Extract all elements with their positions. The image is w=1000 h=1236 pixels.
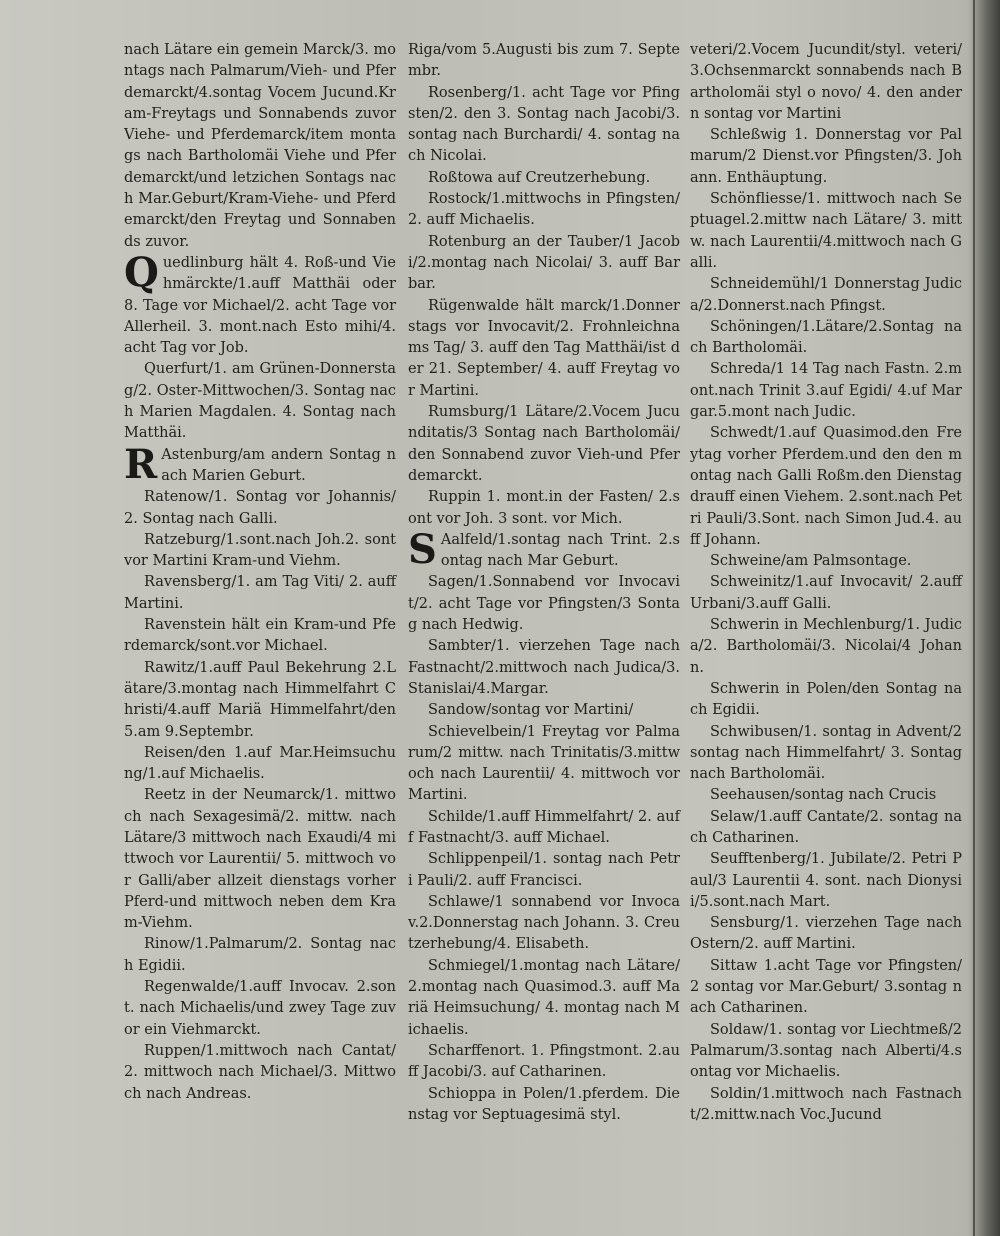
entry-text: Sambter/1. vierzehen Tage nach Fastnacht/2.mittwoch nach Judica/3. Stanislai/4.Margar. [408, 638, 680, 697]
entry-text: Reisen/den 1.auf Mar.Heimsuchung/1.auf Michaelis. [124, 744, 396, 783]
entry-text: Schievelbein/1 Freytag vor Palmarum/2 mittw. nach Trinitatis/3.mittwoch nach Laurentii/ 4. mittwoch vor Martini. [408, 723, 680, 804]
entry-text: Seehausen/sontag nach Crucis [710, 787, 937, 804]
market-entry [124, 487, 396, 530]
market-entry [124, 40, 396, 253]
market-entry [124, 530, 396, 573]
entry-text: Schioppa in Polen/1.pferdem. Dienstag vor Septuagesimä styl. [408, 1085, 680, 1123]
entry-text: Reetz in der Neumarck/1. mittwoch nach Sexagesimä/2. mittw. nach Lätare/3 mittwoch nach Exaudi/4 mittwoch vor Laurentii/ 5. mittwoch vor Galli/aber allzeit dienstags vorher Pferd-und mittwoch neben dem Kram-Viehm. [124, 787, 396, 932]
market-entry [408, 1041, 680, 1084]
entry-text: Schwibusen/1. sontag in Advent/2 sontag nach Himmelfahrt/ 3. Sontag nach Bartholomäi. [690, 723, 962, 783]
entry-text: Schweinitz/1.auf Invocavit/ 2.auff Urbani/3.auff Galli. [690, 574, 962, 612]
market-entry [124, 934, 396, 977]
entry-text: Querfurt/1. am Grünen-Donnerstag/2. Oster-Mittwochen/3. Sontag nach Marien Magdalen. 4. Sontag nach Matthäi. [124, 361, 396, 442]
market-entry [690, 317, 962, 360]
entry-text: Rinow/1.Palmarum/2. Sontag nach Egidii. [124, 936, 396, 974]
entry-text: Schweine/am Palmsontage. [710, 553, 912, 570]
entry-text: Schwedt/1.auf Quasimod.den Freytag vorher Pferdem.und den den montag nach Galli Roßm.den Dienstag drauff einen Viehem. 2.sont.nach Petri Pauli/3.Sont. nach Simon Jud.4. auff Johann. [690, 425, 962, 548]
entry-text: uedlinburg hält 4. Roß-und Viehmärckte/1.auff Matthäi oder 8. Tage vor Michael/2. acht Tage vor Allerheil. 3. mont.nach Esto mihi/4. acht Tag vor Job. [124, 254, 396, 357]
market-entry [124, 977, 396, 1041]
market-entry [124, 440, 396, 488]
entry-text: Schwerin in Mechlenburg/1. Judica/2. Bartholomäi/3. Nicolai/4 Johann. [690, 617, 962, 676]
column-1 [124, 40, 396, 1105]
market-entry [690, 956, 962, 1020]
entry-text: Schleßwig 1. Donnerstag vor Palmarum/2 Dienst.vor Pfingsten/3. Johann. Enthäuptung. [690, 127, 962, 186]
entry-text: Schwerin in Polen/den Sontag nach Egidii. [690, 680, 962, 719]
market-entry [408, 296, 680, 402]
market-entry [690, 1084, 962, 1127]
entry-text: Rawitz/1.auff Paul Bekehrung 2.Lätare/3.montag nach Himmelfahrt Christi/4.auff Mariä Himmelfahrt/den 5.am 9.Septembr. [124, 659, 396, 740]
entry-text: Ruppin 1. mont.in der Fasten/ 2.sont vor Joh. 3 sont. vor Mich. [408, 489, 680, 527]
market-entry [690, 913, 962, 956]
entry-text: Ravenstein hält ein Kram-und Pferdemarck/sont.vor Michael. [124, 617, 396, 655]
market-entry [690, 551, 962, 572]
entry-text: Aalfeld/1.sontag nach Trint. 2.sontag nach Mar Geburt. [440, 531, 680, 570]
page-edge-shadow [968, 0, 1000, 1236]
market-entry [124, 572, 396, 615]
market-entry [124, 248, 396, 359]
market-entry [690, 1020, 962, 1084]
market-entry [408, 189, 680, 232]
market-entry [408, 572, 680, 636]
entry-text: veteri/2.Vocem Jucundit/styl. veteri/3.Ochsenmarckt sonnabends nach Bartholomäi styl o novo/ 4. den andern sontag vor Martini [690, 42, 962, 122]
entry-text: Ratenow/1. Sontag vor Johannis/2. Sontag nach Galli. [124, 489, 396, 527]
entry-text: Rostock/1.mittwochs in Pfingsten/2. auff Michaelis. [408, 191, 680, 229]
entry-text: Riga/vom 5.Augusti bis zum 7. Septembr. [408, 42, 680, 80]
market-entry [124, 658, 396, 743]
entry-text: Roßtowa auf Creutzerhebung. [428, 169, 651, 186]
market-entry [690, 615, 962, 679]
market-entry [124, 785, 396, 934]
entry-text: Schönfliesse/1. mittwoch nach Septuagel.2.mittw nach Lätare/ 3. mittw. nach Laurentii/4.mittwoch nach Galli. [690, 191, 962, 271]
entry-text: Selaw/1.auff Cantate/2. sontag nach Catharinen. [690, 808, 962, 846]
market-entry [690, 572, 962, 615]
entry-text: Schmiegel/1.montag nach Lätare/2.montag nach Quasimod.3. auff Mariä Heimsuchung/ 4. montag nach Michaelis. [408, 957, 680, 1038]
market-entry [408, 232, 680, 296]
market-entry [408, 722, 680, 807]
column-2 [408, 40, 680, 1126]
market-entry [124, 1041, 396, 1105]
market-entry [690, 722, 962, 786]
market-entry [690, 40, 962, 125]
market-entry [408, 402, 680, 487]
entry-text: Schreda/1 14 Tag nach Fastn. 2.mont.nach Trinit 3.auf Egidi/ 4.uf Margar.5.mont nach Judic. [690, 361, 962, 421]
market-entry [408, 83, 680, 168]
market-entry [408, 487, 680, 530]
market-entry [408, 700, 680, 721]
market-entry [690, 849, 962, 913]
market-entry [690, 807, 962, 850]
market-entry [690, 679, 962, 722]
decorated-initial: R [124, 440, 158, 488]
market-entry [690, 274, 962, 317]
market-entry [408, 525, 680, 573]
entry-text: Scharffenort. 1. Pfingstmont. 2.auff Jacobi/3. auf Catharinen. [408, 1042, 680, 1081]
entry-text: Schöningen/1.Lätare/2.Sontag nach Bartholomäi. [690, 318, 962, 357]
entry-text: Ruppen/1.mittwoch nach Cantat/2. mittwoch nach Michael/3. Mittwoch nach Andreas. [124, 1042, 396, 1102]
market-entry [408, 892, 680, 956]
entry-text: Rügenwalde hält marck/1.Donnerstags vor Invocavit/2. Frohnleichnams Tag/ 3. auff den Tag Matthäi/ist der 21. September/ 4. auff Freytag vor Martini. [408, 297, 680, 399]
market-entry [408, 636, 680, 700]
entry-text: Rumsburg/1 Lätare/2.Vocem Jucunditatis/3 Sontag nach Bartholomäi/den Sonnabend zuvor Vieh-und Pferdemarckt. [408, 404, 680, 484]
entry-text: Ratzeburg/1.sont.nach Joh.2. sont vor Martini Kram-und Viehm. [124, 531, 396, 570]
column-3 [690, 40, 962, 1126]
decorated-initial: S [408, 525, 437, 573]
entry-text: Schlippenpeil/1. sontag nach Petri Pauli/2. auff Francisci. [408, 851, 680, 889]
entry-text: nach Lätare ein gemein Marck/3. montags nach Palmarum/Vieh- und Pferdemarckt/4.sontag Vocem Jucund.Kram-Freytags und Sonnabends zuvor Viehe- und Pferdemarck/item montags nach Bartholomäi Viehe und Pferdemarckt/und letzichen Sontags nach Mar.Geburt/Kram-Viehe- und Pferdemarckt/den Freytag und Sonnabends zuvor. [124, 42, 397, 250]
market-entry [408, 849, 680, 892]
entry-text: Schlawe/1 sonnabend vor Invocav.2.Donnerstag nach Johann. 3. Creutzerhebung/4. Elisabeth. [408, 893, 680, 953]
entry-text: Regenwalde/1.auff Invocav. 2.sont. nach Michaelis/und zwey Tage zuvor ein Viehmarckt. [124, 979, 396, 1038]
entry-text: Sittaw 1.acht Tage vor Pfingsten/2 sontag vor Mar.Geburt/ 3.sontag nach Catharinen. [690, 957, 962, 1017]
entry-text: Rosenberg/1. acht Tage vor Pfingsten/2. den 3. Sontag nach Jacobi/3.sontag nach Burchardi/ 4. sontag nach Nicolai. [408, 84, 680, 165]
entry-text: Soldin/1.mittwoch nach Fastnacht/2.mittw.nach Voc.Jucund [690, 1085, 962, 1123]
entry-text: Ravensberg/1. am Tag Viti/ 2. auff Martini. [124, 574, 396, 612]
entry-text: Schneidemühl/1 Donnerstag Judica/2.Donnerst.nach Pfingst. [690, 276, 962, 314]
entry-text: Seufftenberg/1. Jubilate/2. Petri Paul/3 Laurentii 4. sont. nach Dionysii/5.sont.nach Mart. [690, 851, 962, 910]
market-entry [124, 359, 396, 444]
market-entry [690, 423, 962, 551]
market-entry [408, 807, 680, 850]
market-entry [690, 125, 962, 189]
market-entry [690, 189, 962, 274]
market-entry [690, 359, 962, 423]
market-entry [408, 40, 680, 83]
entry-text: Sensburg/1. vierzehen Tage nach Ostern/2. auff Martini. [690, 915, 962, 953]
entry-text: Schilde/1.auff Himmelfahrt/ 2. auff Fastnacht/3. auff Michael. [408, 808, 680, 846]
entry-text: Astenburg/am andern Sontag nach Marien Geburt. [161, 446, 396, 484]
market-entry [124, 615, 396, 658]
entry-text: Rotenburg an der Tauber/1 Jacobi/2.montag nach Nicolai/ 3. auff Barbar. [408, 233, 680, 293]
entry-text: Sagen/1.Sonnabend vor Invocavit/2. acht Tage vor Pfingsten/3 Sontag nach Hedwig. [408, 574, 680, 634]
market-entry [408, 168, 680, 189]
market-entry [408, 956, 680, 1041]
market-entry [408, 1084, 680, 1127]
entry-text: Soldaw/1. sontag vor Liechtmeß/2 Palmarum/3.sontag nach Alberti/4.sontag vor Michaelis. [690, 1021, 962, 1081]
market-entry [690, 785, 962, 806]
market-entry [124, 743, 396, 786]
decorated-initial: Q [124, 248, 159, 296]
entry-text: Sandow/sontag vor Martini/ [428, 702, 634, 719]
